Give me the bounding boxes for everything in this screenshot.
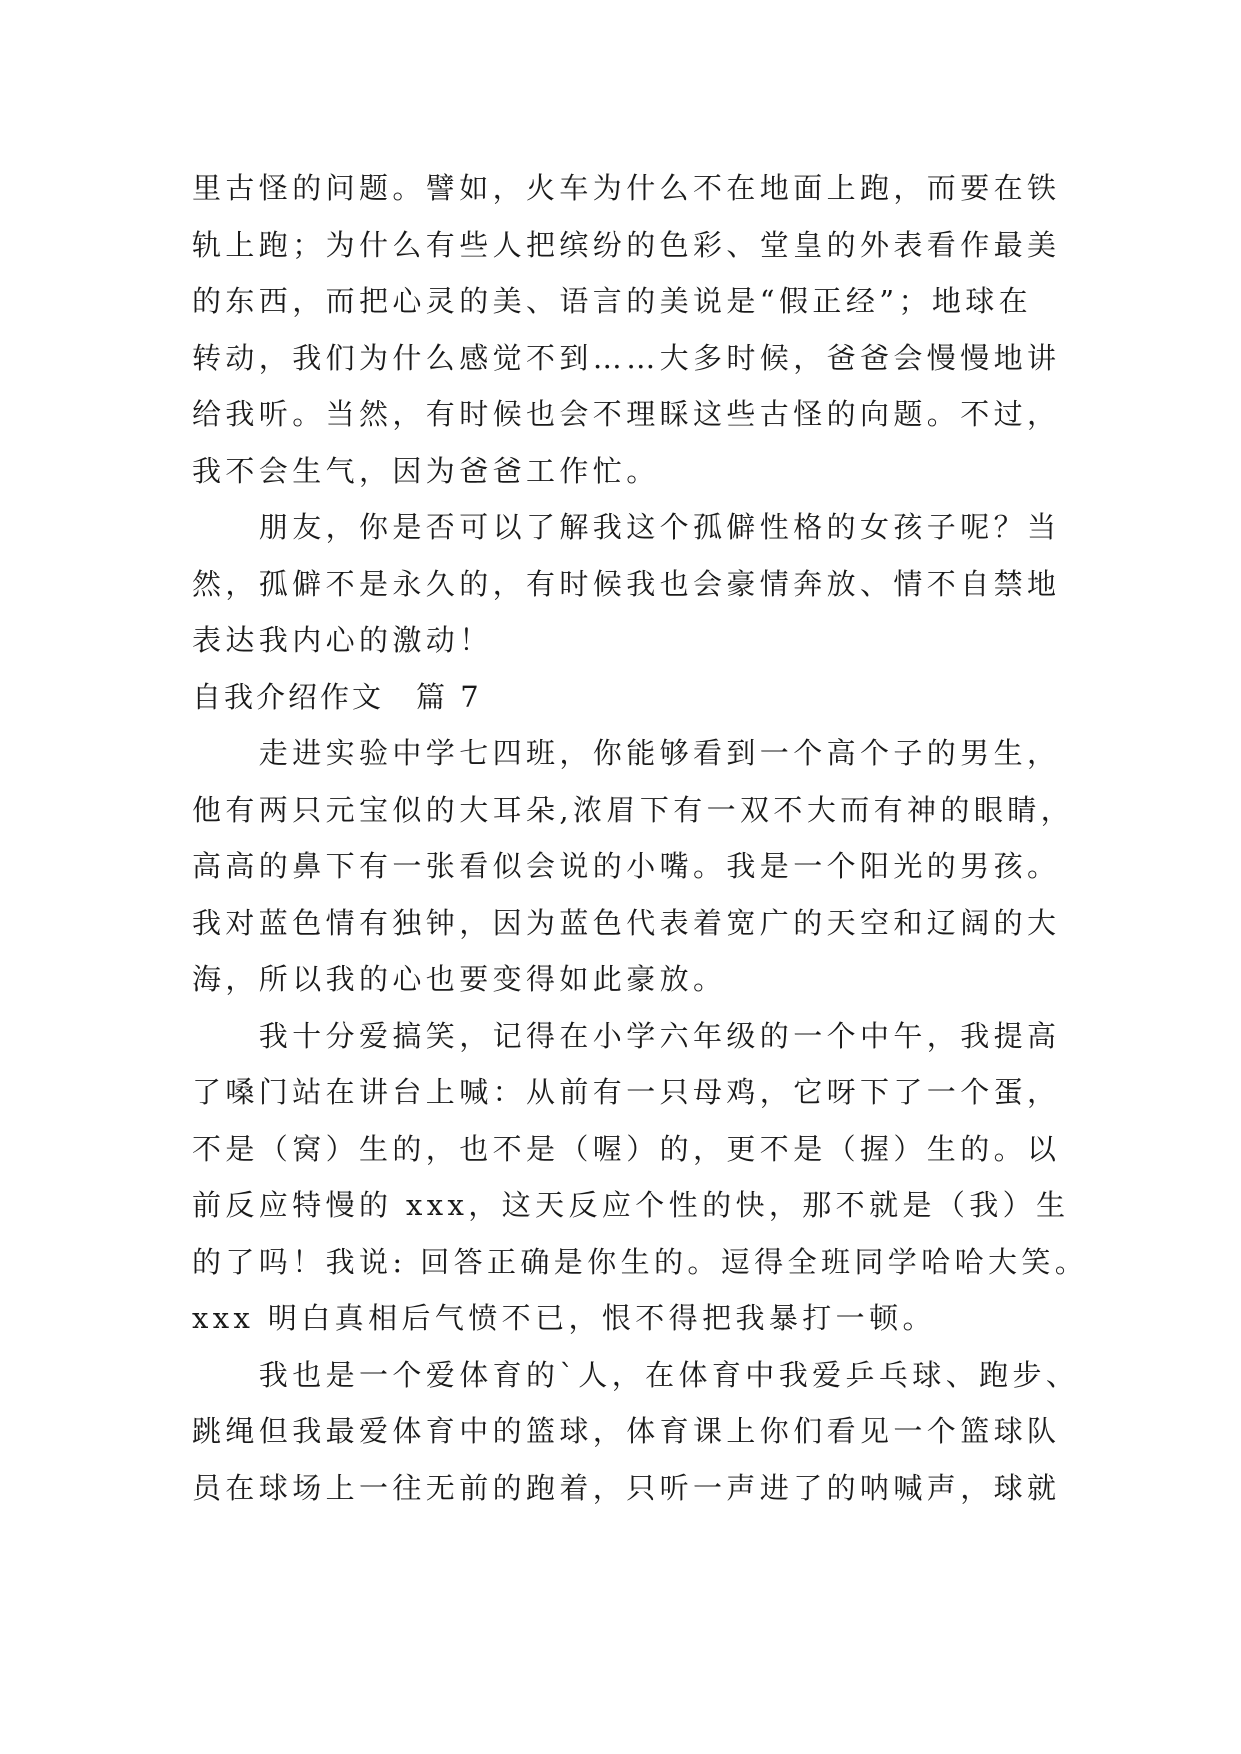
text-line: 转动，我们为什么感觉不到……大多时候，爸爸会慢慢地讲	[192, 340, 1061, 375]
text-line: 高高的鼻下有一张看似会说的小嘴。我是一个阳光的男孩。	[192, 849, 1061, 883]
text-line: 前反应特慢的 xxx，这天反应个性的快，那不就是（我）生	[192, 1188, 1070, 1222]
text-line: 不是（窝）生的，也不是（喔）的，更不是（握）生的。以	[192, 1131, 1061, 1166]
text-line: 员在球场上一往无前的跑着，只听一声进了的呐喊声，球就	[192, 1470, 1061, 1505]
text-line: 了嗓门站在讲台上喊：从前有一只母鸡，它呀下了一个蛋，	[192, 1075, 1061, 1109]
text-line: 我十分爱搞笑，记得在小学六年级的一个中午，我提高	[192, 1018, 1061, 1053]
text-line: 表达我内心的激动！	[192, 623, 493, 657]
text-line: 的了吗！我说: 回答正确是你生的。逗得全班同学哈哈大笑。	[192, 1244, 1089, 1279]
text-line: 海，所以我的心也要变得如此豪放。	[192, 962, 727, 996]
section-heading: 自我介绍作文 篇 7	[192, 679, 482, 714]
text-line: 里古怪的问题。譬如，火车为什么不在地面上跑，而要在铁	[192, 171, 1061, 205]
text-line: 的东西，而把心灵的美、语言的美说是“假正经”；地球在	[192, 284, 1033, 318]
text-line: 然，孤僻不是永久的，有时候我也会豪情奔放、情不自禁地	[192, 566, 1061, 601]
text-line: 我也是一个爱体育的`人，在体育中我爱乒乓球、跑步、	[192, 1357, 1080, 1392]
article-body	[192, 160, 1089, 1516]
text-line: 他有两只元宝似的大耳朵,浓眉下有一双不大而有神的眼睛，	[192, 792, 1075, 827]
text-line: 朋友，你是否可以了解我这个孤僻性格的女孩子呢？当	[192, 510, 1061, 544]
text-line: 我对蓝色情有独钟，因为蓝色代表着宽广的天空和辽阔的大	[192, 905, 1061, 940]
text-line: 我不会生气，因为爸爸工作忙。	[192, 453, 660, 488]
text-line: 走进实验中学七四班，你能够看到一个高个子的男生，	[192, 736, 1061, 770]
text-line: 跳绳但我最爱体育中的篮球，体育课上你们看见一个篮球队	[192, 1414, 1061, 1448]
text-line: 轨上跑；为什么有些人把缤纷的色彩、堂皇的外表看作最美	[192, 227, 1061, 262]
text-line: 给我听。当然，有时候也会不理睬这些古怪的向题。不过，	[192, 397, 1061, 431]
text-line: xxx 明白真相后气愤不已，恨不得把我暴打一顿。	[192, 1301, 936, 1335]
